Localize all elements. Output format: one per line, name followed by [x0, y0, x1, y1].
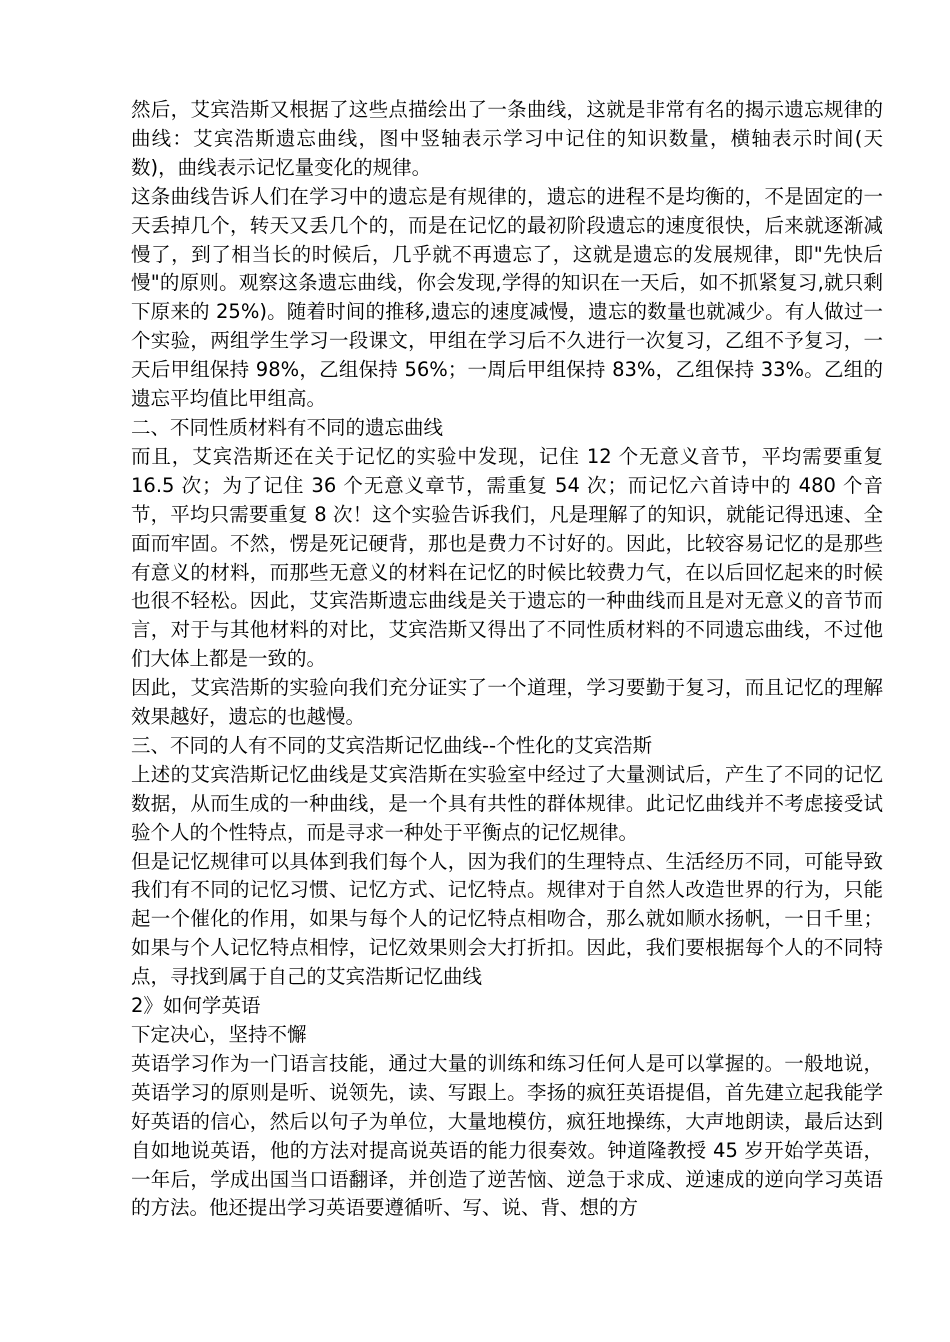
subheading-determination: 下定决心，坚持不懈 — [131, 1023, 307, 1046]
section-heading-materials: 二、不同性质材料有不同的遗忘曲线 — [131, 415, 444, 439]
paragraph-group-rule: 上述的艾宾浩斯记忆曲线是艾宾浩斯在实验室中经过了大量测试后，产生了不同的记忆数据，从而生成的一种曲线，是一个具有共性的群体规律。此记忆曲线并不考虑接受试验个人的个性特点，而是寻求一种处于平衡点的记忆规律。 — [131, 762, 883, 844]
section-heading-learn-english: 2》如何学英语 — [131, 994, 261, 1018]
section-heading-individual-curve: 三、不同的人有不同的艾宾浩斯记忆曲线--个性化的艾宾浩斯 — [131, 733, 653, 757]
paragraph-syllable-experiment: 而且，艾宾浩斯还在关于记忆的实验中发现，记住 12 个无意义音节，平均需要重复 16.5 次；为了记住 36 个无意义章节，需重复 54 次；而记忆六首诗中的 480 个音节，平均只需要重复 8 次！这个实验告诉我们，凡是理解了的知识，就能记得迅速、全面而牢固。不然，愣是死记硬背，那也是费力不讨好的。因此，比较容易记忆的是那些有意义的材料，而那些无意义的材料在记忆的时候比较费力气，在以后回忆起来的时候也很不轻松。因此，艾宾浩斯遗忘曲线是关于遗忘的一种曲线而且是对无意义的音节而言，对于与其他材料的对比，艾宾浩斯又得出了不同性质材料的不同遗忘曲线，不过他们大体上都是一致的。 — [131, 444, 883, 671]
paragraph-curve-description: 然后，艾宾浩斯又根据了这些点描绘出了一条曲线，这就是非常有名的揭示遗忘规律的曲线：艾宾浩斯遗忘曲线，图中竖轴表示学习中记住的知识数量，横轴表示时间(天数)，曲线表示记忆量变化的规律。 — [131, 98, 883, 179]
paragraph-forgetting-pattern: 这条曲线告诉人们在学习中的遗忘是有规律的，遗忘的进程不是均衡的，不是固定的一天丢掉几个，转天又丢几个的，而是在记忆的最初阶段遗忘的速度很快，后来就逐渐减慢了，到了相当长的时候后，几乎就不再遗忘了，这就是遗忘的发展规律，即"先快后慢"的原则。观察这条遗忘曲线，你会发现,学得的知识在一天后，如不抓紧复习,就只剩下原来的 25%)。随着时间的推移,遗忘的速度减慢，遗忘的数量也就减少。有人做过一个实验，两组学生学习一段课文，甲组在学习后不久进行一次复习，乙组不予复习，一天后甲组保持 98%，乙组保持 56%；一周后甲组保持 83%，乙组保持 33%。乙组的遗忘平均值比甲组高。 — [131, 184, 883, 411]
paragraph-personal-rule: 但是记忆规律可以具体到我们每个人，因为我们的生理特点、生活经历不同，可能导致我们有不同的记忆习惯、记忆方式、记忆特点。规律对于自然人改造世界的行为，只能起一个催化的作用，如果与每个人的记忆特点相吻合，那么就如顺水扬帆，一日千里；如果与个人记忆特点相悖，记忆效果则会大打折扣。因此，我们要根据每个人的不同特点，寻找到属于自己的艾宾浩斯记忆曲线 — [131, 849, 883, 989]
paragraph-english-learning: 英语学习作为一门语言技能，通过大量的训练和练习任何人是可以掌握的。一般地说，英语学习的原则是听、说领先，读、写跟上。李扬的疯狂英语提倡，首先建立起我能学好英语的信心，然后以句子为单位，大量地模仿，疯狂地操练，大声地朗读，最后达到自如地说英语，他的方法对提高说英语的能力很奏效。钟道隆教授 45 岁开始学英语，一年后，学成出国当口语翻译，并创造了逆苦恼、逆急于求成、逆速成的逆向学习英语的方法。他还提出学习英语要遵循听、写、说、背、想的方 — [131, 1051, 883, 1220]
document-body — [131, 96, 883, 1223]
paragraph-review-lesson: 因此，艾宾浩斯的实验向我们充分证实了一个道理，学习要勤于复习，而且记忆的理解效果越好，遗忘的也越慢。 — [131, 676, 883, 729]
